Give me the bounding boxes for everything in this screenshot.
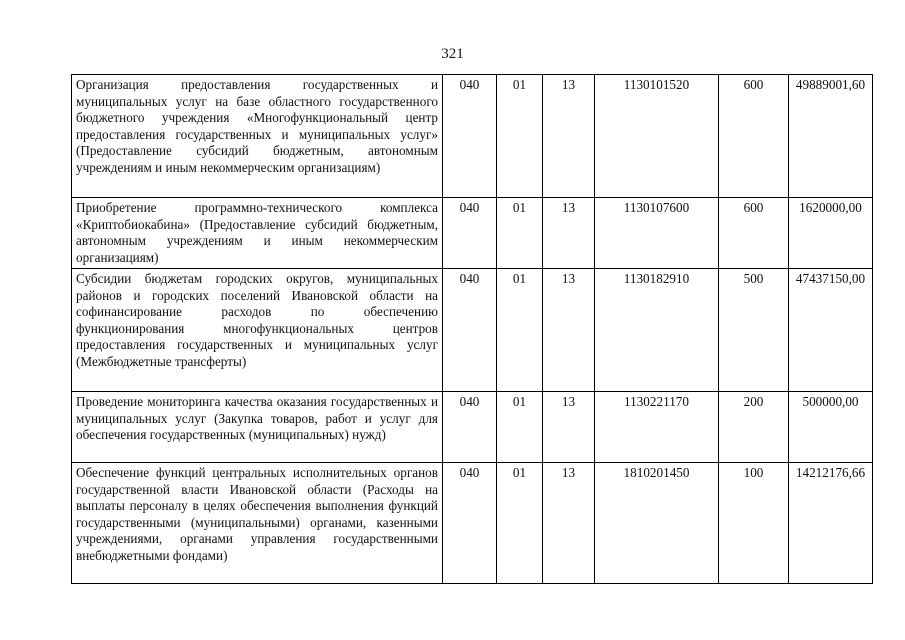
target-article-code: 1130221170 <box>595 392 719 463</box>
expense-type-code: 600 <box>719 198 789 269</box>
budget-table <box>71 74 873 584</box>
amount: 500000,00 <box>789 392 873 463</box>
subsection-code: 13 <box>543 392 595 463</box>
target-article-code: 1810201450 <box>595 463 719 584</box>
amount: 1620000,00 <box>789 198 873 269</box>
amount: 47437150,00 <box>789 269 873 392</box>
target-article-code: 1130101520 <box>595 75 719 198</box>
section-code: 01 <box>497 198 543 269</box>
row-description: Обеспечение функций центральных исполнительных органов государственной власти Ивановской области (Расходы на выплаты персоналу в целях обеспечения выполнения функций государственными (муниципальными) органами, казенными учреждениями, органами управления государственными внебюджетными фондами) <box>72 463 443 584</box>
subsection-code: 13 <box>543 463 595 584</box>
table-row <box>72 392 873 463</box>
section-code: 01 <box>497 463 543 584</box>
ministry-code: 040 <box>443 75 497 198</box>
ministry-code: 040 <box>443 463 497 584</box>
row-description: Организация предоставления государственных и муниципальных услуг на базе областного государственного бюджетного учреждения «Многофункциональный центр предоставления государственных и муниципальных услуг» (Предоставление субсидий бюджетным, автономным учреждениям и иным некоммерческим организациям) <box>72 75 443 198</box>
subsection-code: 13 <box>543 269 595 392</box>
section-code: 01 <box>497 392 543 463</box>
row-description: Субсидии бюджетам городских округов, муниципальных районов и городских поселений Ивановской области на софинансирование расходов по обеспечению функционирования многофункциональных центров предоставления государственных и муниципальных услуг (Межбюджетные трансферты) <box>72 269 443 392</box>
expense-type-code: 100 <box>719 463 789 584</box>
ministry-code: 040 <box>443 392 497 463</box>
table-row <box>72 269 873 392</box>
amount: 14212176,66 <box>789 463 873 584</box>
expense-type-code: 600 <box>719 75 789 198</box>
amount: 49889001,60 <box>789 75 873 198</box>
target-article-code: 1130107600 <box>595 198 719 269</box>
section-code: 01 <box>497 269 543 392</box>
ministry-code: 040 <box>443 198 497 269</box>
table-row <box>72 463 873 584</box>
expense-type-code: 200 <box>719 392 789 463</box>
table-row <box>72 75 873 198</box>
table-row <box>72 198 873 269</box>
row-description: Приобретение программно-технического комплекса «Криптобиокабина» (Предоставление субсидий бюджетным, автономным учреждениям и иным некоммерческим организациям) <box>72 198 443 269</box>
page-number: 321 <box>441 46 464 62</box>
subsection-code: 13 <box>543 198 595 269</box>
expense-type-code: 500 <box>719 269 789 392</box>
target-article-code: 1130182910 <box>595 269 719 392</box>
row-description: Проведение мониторинга качества оказания государственных и муниципальных услуг (Закупка товаров, работ и услуг для обеспечения государственных (муниципальных) нужд) <box>72 392 443 463</box>
section-code: 01 <box>497 75 543 198</box>
subsection-code: 13 <box>543 75 595 198</box>
ministry-code: 040 <box>443 269 497 392</box>
